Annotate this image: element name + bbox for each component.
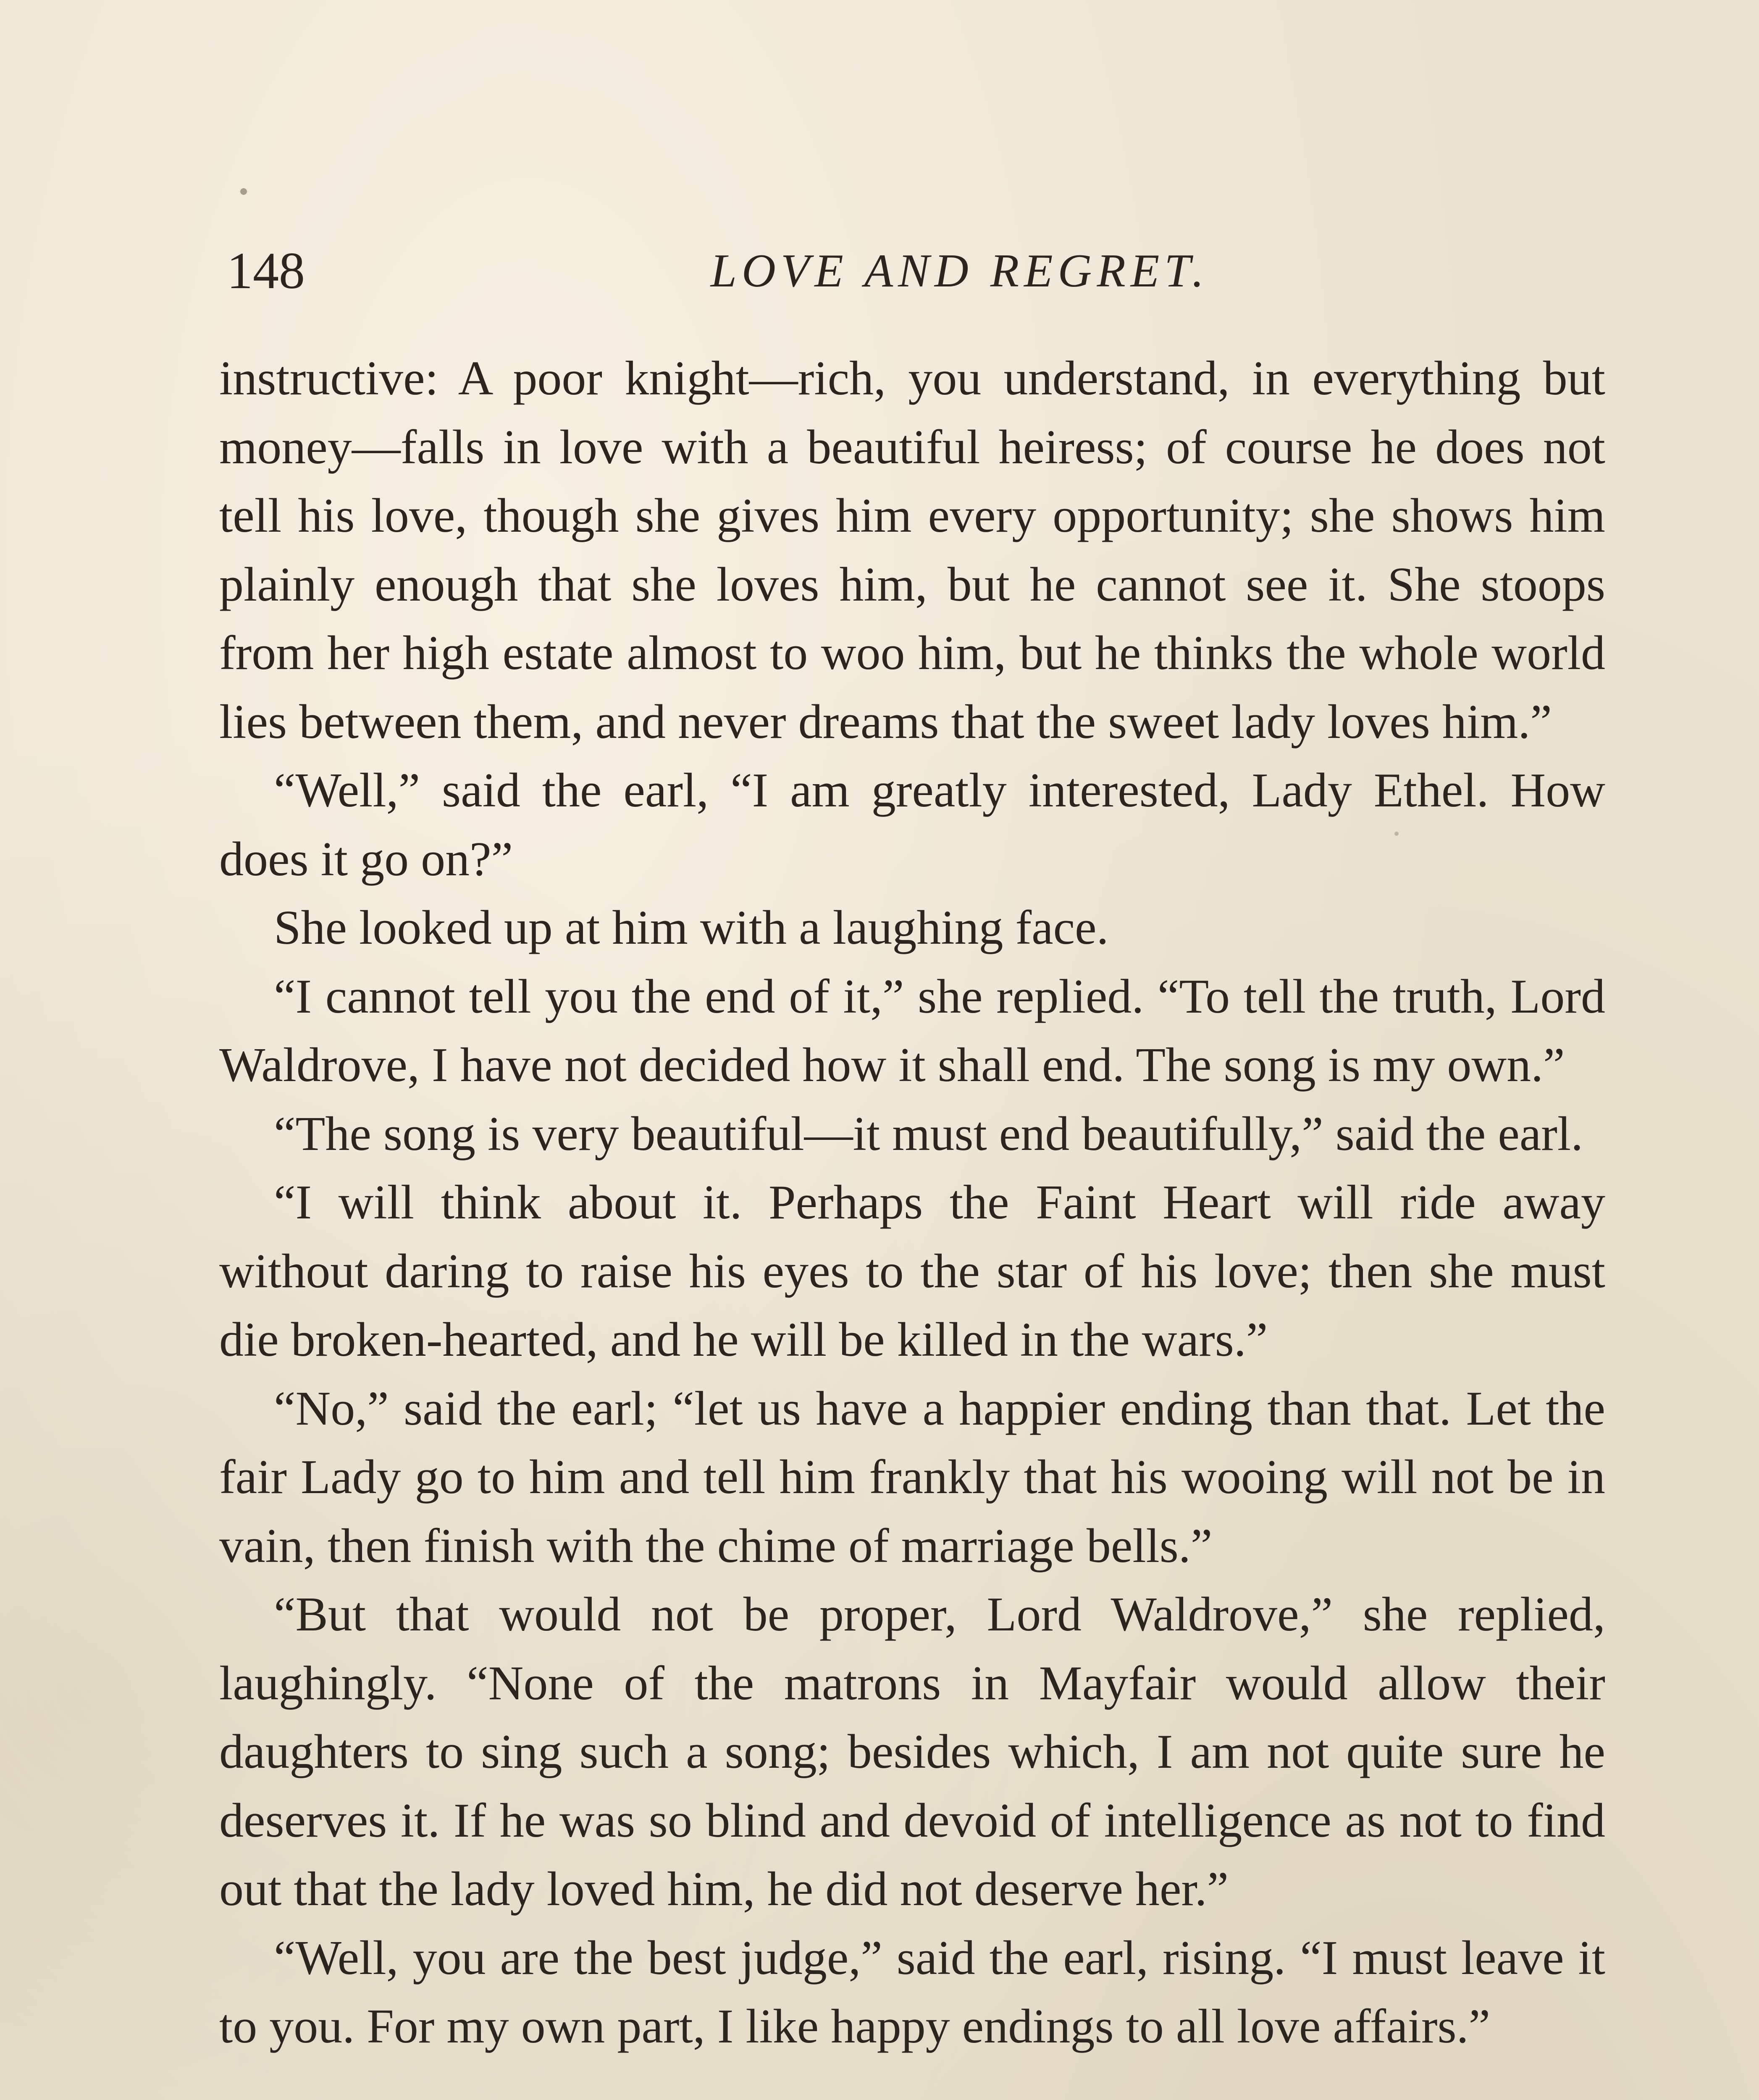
running-title: LOVE AND REGRET. <box>710 245 1209 297</box>
paragraph: “Well,” said the earl, “I am greatly interested, Lady Ethel. How does it go on?” <box>219 764 1605 886</box>
paragraph: “The song is very beautiful—it must end beautifully,” said the earl. <box>274 1107 1583 1161</box>
paragraph: instructive: A poor knight—rich, you understand, in everything but money—falls in love with a beautiful heiress; of course he does not tell his love, though she gives him every opportunity; she shows him plainly enough that she loves him, but he cannot see it. She stoops from her high estate almost to woo him, but he thinks the whole world lies between them, and never dreams that the sweet lady loves him.” <box>219 352 1605 749</box>
body-text <box>219 344 1605 2061</box>
paragraph: “But that would not be proper, Lord Waldrove,” she replied, laughingly. “None of the matrons in Mayfair would allow their daughters to sing such a song; besides which, I am not quite sure he deserves it. If he was so blind and devoid of intelligence as not to find out that the lady loved him, he did not deserve her.” <box>219 1588 1605 1916</box>
paragraph: “I will think about it. Perhaps the Faint Heart will ride away without daring to raise his eyes to the star of his love; then she must die broken-hearted, and he will be killed in the wars.” <box>219 1176 1605 1367</box>
paragraph: “I cannot tell you the end of it,” she replied. “To tell the truth, Lord Waldrove, I have not decided how it shall end. The song is my own.” <box>219 969 1605 1092</box>
page-header <box>227 229 1600 313</box>
paragraph: She looked up at him with a laughing face. <box>274 901 1109 955</box>
paragraph: “Well, you are the best judge,” said the earl, rising. “I must leave it to you. For my own part, I like happy endings to all love affairs.” <box>219 1931 1605 2053</box>
paragraph: “No,” said the earl; “let us have a happier ending than that. Let the fair Lady go to him and tell him frankly that his wooing will not be in vain, then finish with the chime of marriage bells.” <box>219 1381 1605 1573</box>
paper-speck <box>240 188 247 195</box>
page-number: 148 <box>227 242 305 299</box>
